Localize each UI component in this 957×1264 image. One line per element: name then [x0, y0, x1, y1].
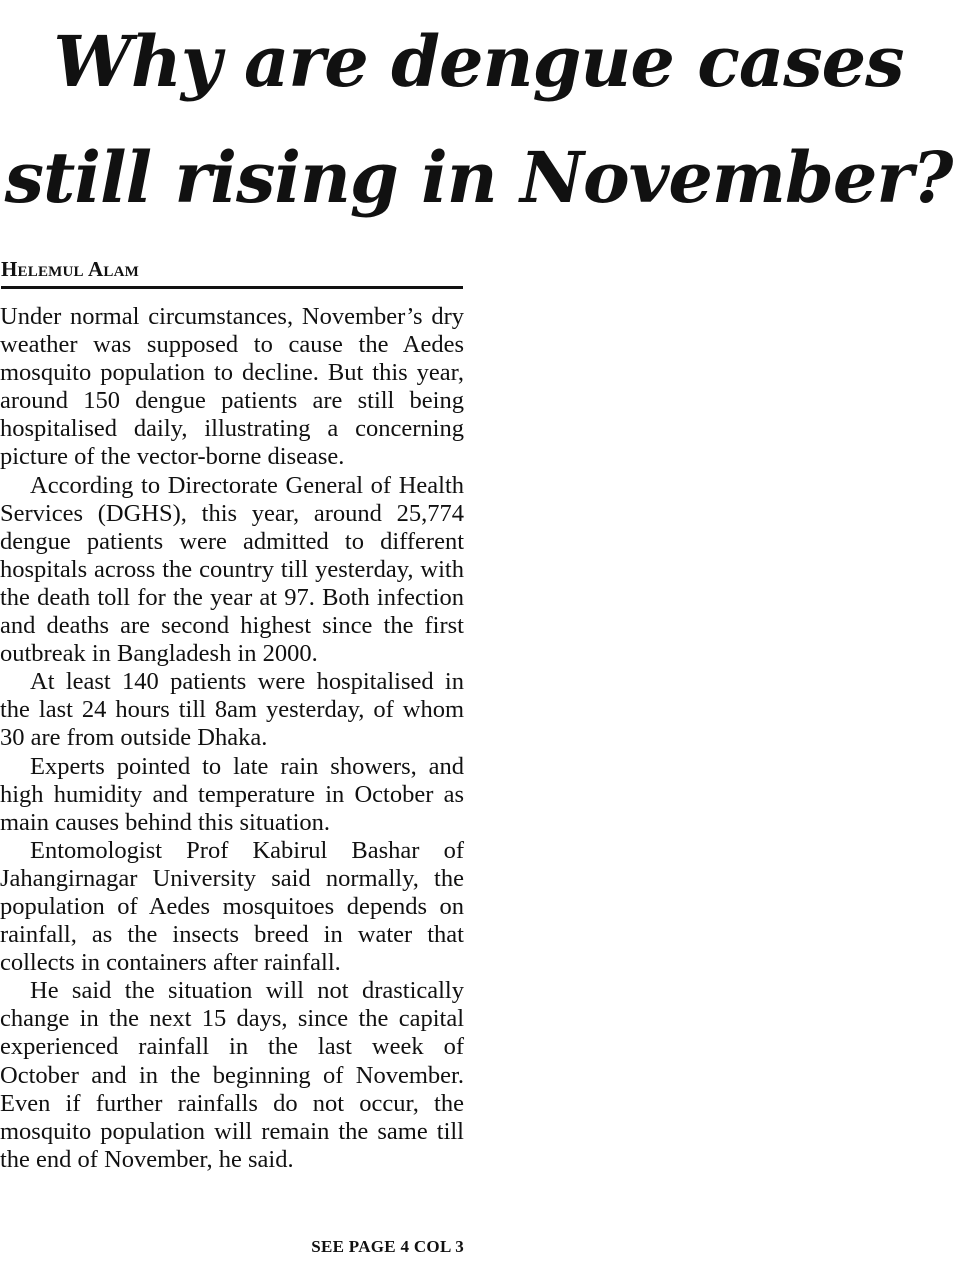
headline-line-2: still rising in November? [4, 136, 953, 219]
continuation-link[interactable]: SEE PAGE 4 COL 3 [311, 1237, 464, 1256]
headline-line-1: Why are dengue cases [53, 20, 904, 103]
byline: Helemul Alam [1, 256, 463, 289]
paragraph-1: Under normal circumstances, November’s dry weather was supposed to cause the Aedes mosquito population to decline. But this year, around 150 dengue patients are still being hospitalised daily, illustrating a concerning picture of the vector-borne disease. [0, 303, 464, 471]
paragraph-5: Entomologist Prof Kabirul Bashar of Jahangirnagar University said normally, the population of Aedes mosquitoes depends on rainfall, as the insects breed in water that collects in containers after rainfall. [0, 836, 464, 977]
paragraph-6: He said the situation will not drastically change in the next 15 days, since the capital experienced rainfall in the last week of October and in the beginning of November. Even if further rainfalls do not occur, the mosquito population will remain the same till the end of November, he said. [0, 977, 464, 1173]
article-body [0, 303, 464, 1174]
paragraph-2: According to Directorate General of Health Services (DGHS), this year, around 25,774 dengue patients were admitted to different hospitals across the country till yesterday, with the death toll for the year at 97. Both infection and deaths are second highest since the first outbreak in Bangladesh in 2000. [0, 471, 464, 668]
paragraph-4: Experts pointed to late rain showers, and high humidity and temperature in October as main causes behind this situation. [0, 752, 464, 836]
paragraph-3: At least 140 patients were hospitalised in the last 24 hours till 8am yesterday, of whom 30 are from outside Dhaka. [0, 668, 464, 752]
headline [0, 4, 957, 236]
